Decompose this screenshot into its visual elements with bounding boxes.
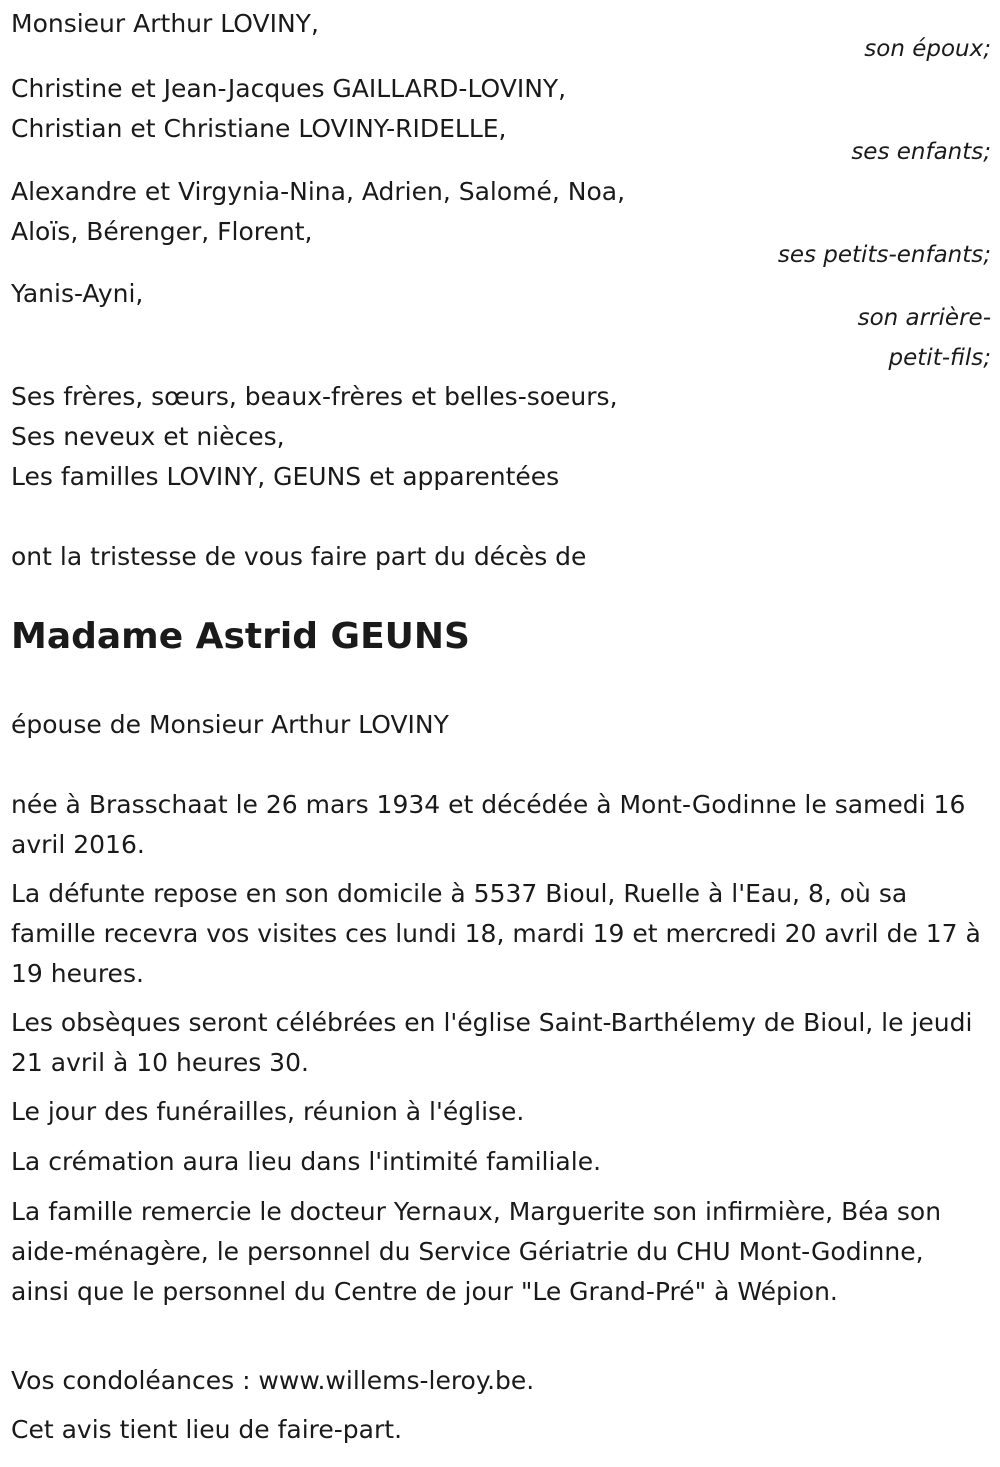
funeral-paragraph: Les obsèques seront célébrées en l'église Saint-Barthélemy de Bioul, le jeudi 21 avril à 10 heures 30. bbox=[11, 1008, 973, 1077]
thanks-paragraph: La famille remercie le docteur Yernaux, Marguerite son infirmière, Béa son aide-ménagère, le personnel du Service Gériatrie du CHU Mont-Godinne, ainsi que le personnel du Centre de jour "Le Grand-Pré" à Wépion. bbox=[11, 1197, 942, 1306]
siblings-line: Ses frères, sœurs, beaux-frères et belles-soeurs, bbox=[11, 382, 618, 411]
deceased-name: Madame Astrid GEUNS bbox=[11, 616, 470, 657]
meeting-paragraph: Le jour des funérailles, réunion à l'église. bbox=[11, 1097, 525, 1126]
spouse-of-line: épouse de Monsieur Arthur LOVINY bbox=[11, 710, 449, 739]
condolences-paragraph: Vos condoléances : www.willems-leroy.be. bbox=[11, 1366, 535, 1395]
children-line-2: Christian et Christiane LOVINY-RIDELLE, bbox=[11, 114, 507, 143]
grandchildren-line-1: Alexandre et Virgynia-Nina, Adrien, Salomé, Noa, bbox=[11, 177, 626, 206]
greatgrandchild-role-line-1: son arrière- bbox=[857, 305, 991, 331]
grandchildren-line-2: Aloïs, Bérenger, Florent, bbox=[11, 217, 313, 246]
notice-paragraph: Cet avis tient lieu de faire-part. bbox=[11, 1415, 403, 1444]
greatgrandchild-role-line-2: petit-fils; bbox=[888, 345, 991, 371]
cremation-paragraph: La crémation aura lieu dans l'intimité familiale. bbox=[11, 1147, 602, 1176]
repose-paragraph: La défunte repose en son domicile à 5537 Bioul, Ruelle à l'Eau, 8, où sa famille recevra vos visites ces lundi 18, mardi 19 et mercredi 20 avril de 17 à 19 heures. bbox=[11, 879, 981, 988]
greatgrandchild-name: Yanis-Ayni, bbox=[11, 279, 144, 308]
nephews-line: Ses neveux et nièces, bbox=[11, 422, 285, 451]
announcement-intro: ont la tristesse de vous faire part du décès de bbox=[11, 542, 587, 571]
spouse-role: son époux; bbox=[864, 36, 991, 62]
grandchildren-role: ses petits-enfants; bbox=[777, 242, 991, 268]
children-line-1: Christine et Jean-Jacques GAILLARD-LOVINY, bbox=[11, 74, 567, 103]
families-line: Les familles LOVINY, GEUNS et apparentées bbox=[11, 462, 560, 491]
spouse-name: Monsieur Arthur LOVINY, bbox=[11, 9, 319, 38]
birth-death-paragraph: née à Brasschaat le 26 mars 1934 et décédée à Mont-Godinne le samedi 16 avril 2016. bbox=[11, 790, 966, 859]
children-role: ses enfants; bbox=[851, 139, 991, 165]
